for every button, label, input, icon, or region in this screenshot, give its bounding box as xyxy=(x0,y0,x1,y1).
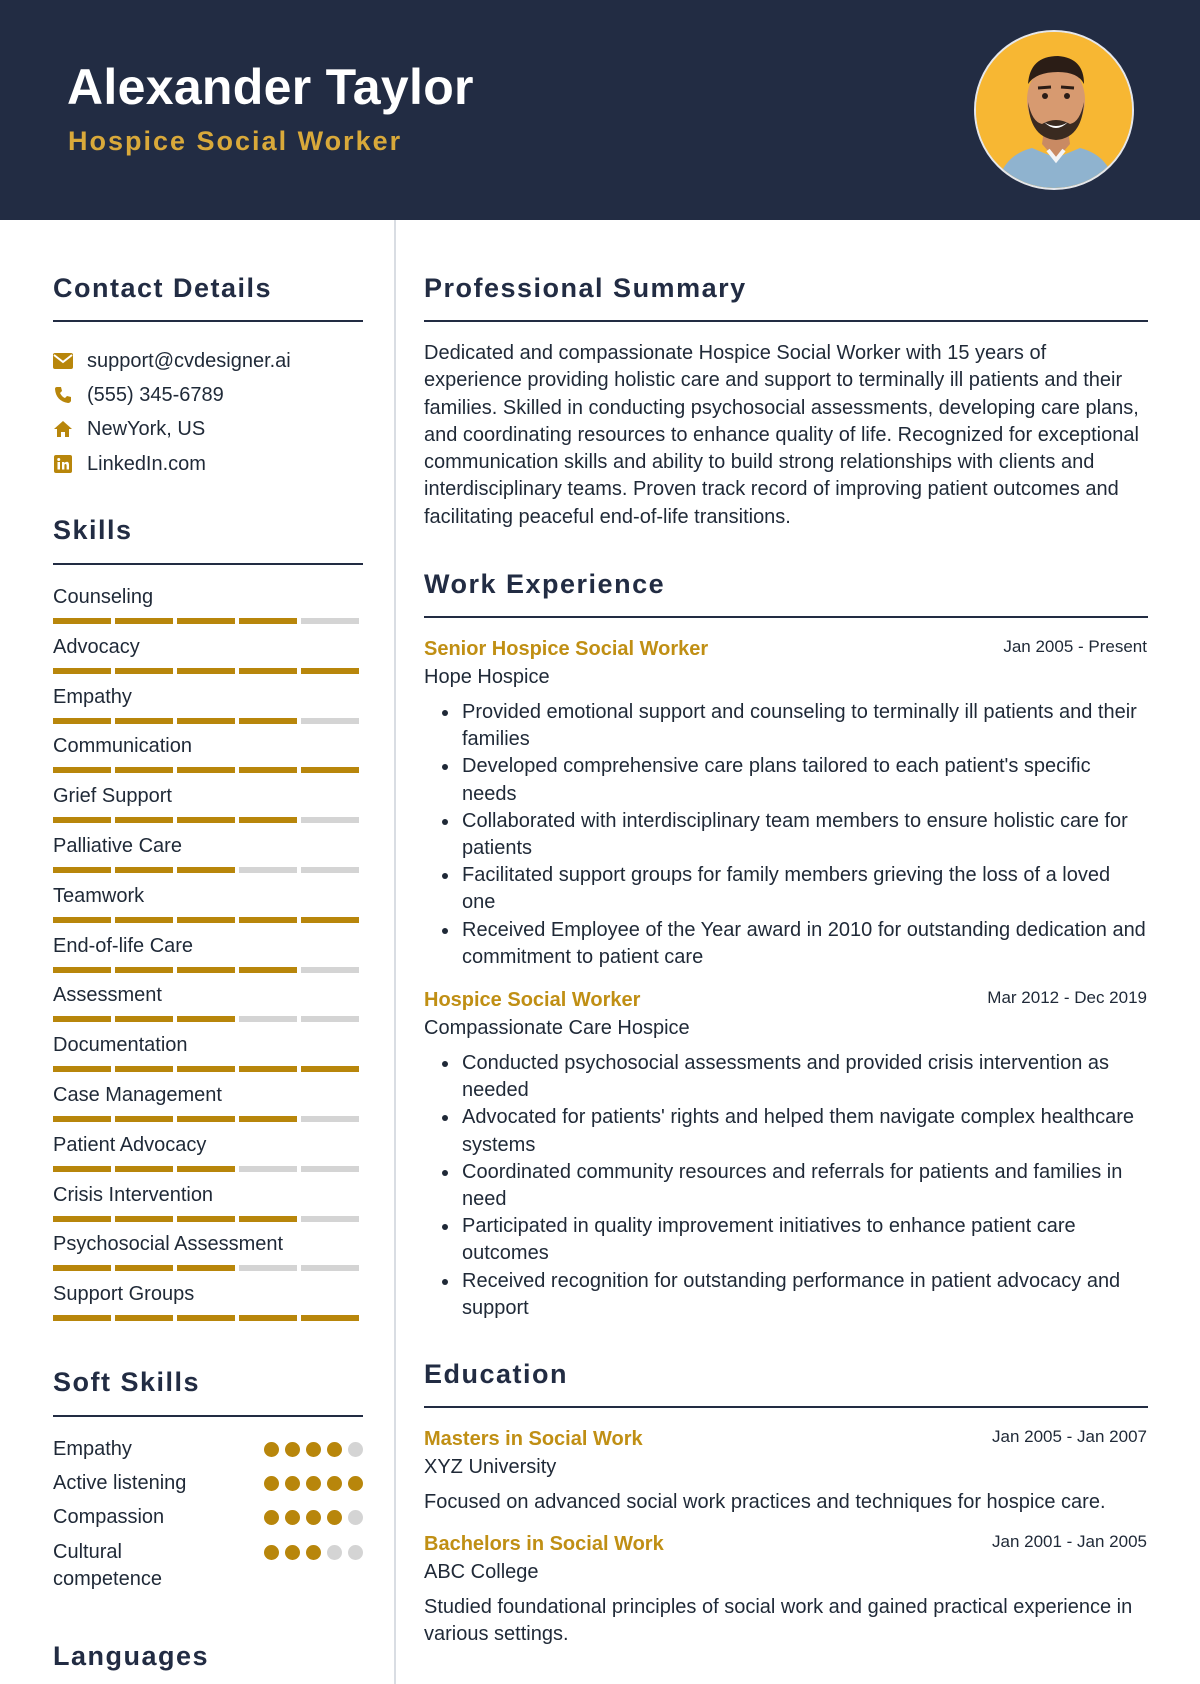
experience-section-title: Work Experience xyxy=(424,569,666,599)
skill-level-bar xyxy=(53,867,363,873)
soft-skill-item xyxy=(53,1539,363,1593)
soft-skill-item xyxy=(53,1504,363,1531)
education-1-dates: Jan 2005 - Jan 2007 xyxy=(991,1427,1147,1446)
skill-level-segment xyxy=(177,1315,235,1321)
skill-level-segment xyxy=(53,718,111,724)
skill-level-segment xyxy=(115,1066,173,1072)
skill-item xyxy=(53,933,363,973)
skill-level-segment xyxy=(301,1315,359,1321)
skill-level-segment xyxy=(239,1216,297,1222)
list-item: Developed comprehensive care plans tailored to each patient's specific needs xyxy=(442,753,1148,807)
contact-section-title: Contact Details xyxy=(53,273,273,303)
list-item: Advocated for patients' rights and helped them navigate complex healthcare systems xyxy=(442,1104,1148,1158)
education-section-title: Education xyxy=(424,1359,569,1389)
skill-level-segment xyxy=(53,618,111,624)
skill-level-bar xyxy=(53,767,363,773)
rating-dot xyxy=(348,1442,363,1457)
skill-level-segment xyxy=(239,767,297,773)
skill-level-segment xyxy=(177,618,235,624)
skill-level-segment xyxy=(301,718,359,724)
skill-label: Grief Support xyxy=(53,785,172,808)
skill-level-segment xyxy=(53,967,111,973)
skill-item xyxy=(53,1032,363,1072)
job-1-bullets xyxy=(442,699,1148,971)
skill-level-bar xyxy=(53,1216,363,1222)
skill-level-segment xyxy=(177,767,235,773)
skill-item xyxy=(53,982,363,1022)
skill-label: Teamwork xyxy=(53,884,145,907)
soft-skill-label: Empathy xyxy=(53,1438,132,1460)
contact-email[interactable] xyxy=(53,348,291,374)
contact-phone-text: (555) 345-6789 xyxy=(87,383,224,406)
skill-level-segment xyxy=(53,1116,111,1122)
skill-level-segment xyxy=(239,1166,297,1172)
summary-section-title: Professional Summary xyxy=(424,273,747,303)
rating-dot xyxy=(264,1510,279,1525)
skill-label: Patient Advocacy xyxy=(53,1133,207,1156)
education-2-school: ABC College xyxy=(424,1561,539,1583)
skill-level-segment xyxy=(301,1216,359,1222)
skill-level-segment xyxy=(301,1116,359,1122)
skill-level-segment xyxy=(177,1016,235,1022)
skill-level-segment xyxy=(115,1315,173,1321)
summary-section-rule xyxy=(424,320,1148,322)
skill-item xyxy=(53,1132,363,1172)
rating-dot xyxy=(348,1545,363,1560)
linkedin-icon xyxy=(53,454,73,474)
list-item: Collaborated with interdisciplinary team members to ensure holistic care for patients xyxy=(442,808,1148,862)
skill-level-segment xyxy=(115,817,173,823)
rating-dot xyxy=(327,1476,342,1491)
job-1-title: Senior Hospice Social Worker xyxy=(424,638,709,660)
skill-level-bar xyxy=(53,967,363,973)
skill-level-segment xyxy=(239,668,297,674)
soft-skill-rating xyxy=(264,1545,363,1593)
rating-dot xyxy=(285,1442,300,1457)
rating-dot xyxy=(327,1442,342,1457)
rating-dot xyxy=(327,1545,342,1560)
phone-icon xyxy=(53,385,73,405)
soft-skill-rating xyxy=(264,1510,363,1531)
candidate-name: Alexander Taylor xyxy=(67,59,474,115)
skill-level-segment xyxy=(115,668,173,674)
soft-skill-label: Compassion xyxy=(53,1506,165,1528)
rating-dot xyxy=(306,1510,321,1525)
skill-label: Empathy xyxy=(53,685,132,708)
skill-level-segment xyxy=(115,718,173,724)
skill-level-segment xyxy=(115,1265,173,1271)
skill-level-segment xyxy=(301,817,359,823)
skill-level-segment xyxy=(177,867,235,873)
skill-level-segment xyxy=(115,767,173,773)
soft-skills-section-rule xyxy=(53,1415,363,1417)
skill-level-bar xyxy=(53,668,363,674)
skill-level-segment xyxy=(301,767,359,773)
contact-linkedin[interactable] xyxy=(53,451,206,477)
person-photo-icon xyxy=(976,32,1134,190)
column-divider xyxy=(394,220,396,1684)
soft-skill-item xyxy=(53,1470,363,1497)
skill-label: Advocacy xyxy=(53,635,140,658)
skill-level-segment xyxy=(177,1265,235,1271)
skill-level-segment xyxy=(53,817,111,823)
skill-level-segment xyxy=(53,1166,111,1172)
contact-linkedin-text: LinkedIn.com xyxy=(87,452,206,475)
skill-level-segment xyxy=(301,668,359,674)
education-1-school: XYZ University xyxy=(424,1456,557,1478)
skill-level-segment xyxy=(115,917,173,923)
skill-label: End-of-life Care xyxy=(53,934,194,957)
skill-level-bar xyxy=(53,917,363,923)
rating-dot xyxy=(264,1545,279,1560)
skill-label: Psychosocial Assessment xyxy=(53,1233,284,1256)
skill-level-segment xyxy=(239,1066,297,1072)
skill-level-segment xyxy=(53,767,111,773)
skill-item xyxy=(53,1082,363,1122)
skill-level-segment xyxy=(53,668,111,674)
skill-level-segment xyxy=(115,1166,173,1172)
email-icon xyxy=(53,351,73,371)
education-2-degree: Bachelors in Social Work xyxy=(424,1533,664,1555)
skill-level-segment xyxy=(301,618,359,624)
skill-level-segment xyxy=(177,817,235,823)
skill-level-segment xyxy=(177,1216,235,1222)
avatar xyxy=(974,30,1134,190)
soft-skill-rating xyxy=(264,1476,363,1497)
skill-level-segment xyxy=(115,1116,173,1122)
skill-level-segment xyxy=(177,1166,235,1172)
skill-item xyxy=(53,883,363,923)
skill-level-bar xyxy=(53,817,363,823)
job-1-employer: Hope Hospice xyxy=(424,666,550,688)
skill-label: Case Management xyxy=(53,1084,222,1106)
skill-level-segment xyxy=(115,967,173,973)
skill-level-segment xyxy=(239,718,297,724)
skill-label: Assessment xyxy=(53,984,162,1007)
contact-section-rule xyxy=(53,320,363,322)
skill-label: Counseling xyxy=(53,586,154,608)
job-2-bullets xyxy=(442,1050,1148,1322)
contact-phone[interactable] xyxy=(53,382,224,408)
education-section-rule xyxy=(424,1406,1148,1408)
skill-level-segment xyxy=(301,917,359,923)
skill-item xyxy=(53,1231,363,1271)
contact-email-text: support@cvdesigner.ai xyxy=(87,349,291,372)
list-item: Participated in quality improvement initiatives to enhance patient care outcomes xyxy=(442,1213,1148,1267)
skill-level-segment xyxy=(53,1016,111,1022)
job-2-employer: Compassionate Care Hospice xyxy=(424,1017,690,1039)
skill-level-segment xyxy=(53,867,111,873)
skills-section-rule xyxy=(53,563,363,565)
job-2-title: Hospice Social Worker xyxy=(424,989,641,1011)
skill-level-segment xyxy=(53,1265,111,1271)
skill-item xyxy=(53,1281,363,1321)
skill-level-segment xyxy=(177,1116,235,1122)
candidate-title: Hospice Social Worker xyxy=(68,126,403,156)
rating-dot xyxy=(306,1442,321,1457)
experience-section-rule xyxy=(424,616,1148,618)
skill-level-segment xyxy=(177,718,235,724)
skill-level-bar xyxy=(53,618,363,624)
job-2-dates: Mar 2012 - Dec 2019 xyxy=(987,988,1147,1007)
skill-label: Documentation xyxy=(53,1034,188,1057)
skill-level-segment xyxy=(239,1315,297,1321)
education-2-description: Studied foundational principles of social work and gained practical experience in various settings. xyxy=(424,1596,1133,1646)
education-1-description: Focused on advanced social work practices and techniques for hospice care. xyxy=(424,1491,1106,1513)
rating-dot xyxy=(285,1545,300,1560)
skill-level-segment xyxy=(177,967,235,973)
skill-level-segment xyxy=(115,618,173,624)
skill-level-segment xyxy=(239,1265,297,1271)
languages-section-title: Languages xyxy=(53,1641,210,1671)
resume-header xyxy=(0,0,1200,220)
rating-dot xyxy=(264,1442,279,1457)
skills-section-title: Skills xyxy=(53,515,133,545)
skill-level-segment xyxy=(177,1066,235,1072)
skill-level-segment xyxy=(239,917,297,923)
skill-level-segment xyxy=(53,917,111,923)
skill-item xyxy=(53,634,363,674)
list-item: Received recognition for outstanding performance in patient advocacy and support xyxy=(442,1268,1148,1322)
skill-level-segment xyxy=(301,1166,359,1172)
skill-label: Palliative Care xyxy=(53,835,182,857)
skill-level-segment xyxy=(177,917,235,923)
skill-level-segment xyxy=(301,867,359,873)
skill-level-segment xyxy=(177,668,235,674)
soft-skill-label: Cultural competence xyxy=(53,1541,162,1590)
skill-level-segment xyxy=(53,1216,111,1222)
rating-dot xyxy=(306,1476,321,1491)
list-item: Facilitated support groups for family members grieving the loss of a loved one xyxy=(442,862,1148,916)
list-item: Coordinated community resources and referrals for patients and families in need xyxy=(442,1159,1148,1213)
skill-item xyxy=(53,783,363,823)
rating-dot xyxy=(285,1476,300,1491)
skill-item xyxy=(53,733,363,773)
skill-level-bar xyxy=(53,1016,363,1022)
skill-level-bar xyxy=(53,1066,363,1072)
rating-dot xyxy=(348,1476,363,1491)
job-1-dates: Jan 2005 - Present xyxy=(1003,637,1147,656)
home-icon xyxy=(53,419,73,439)
skill-item xyxy=(53,833,363,873)
education-2-dates: Jan 2001 - Jan 2005 xyxy=(991,1532,1147,1551)
rating-dot xyxy=(264,1476,279,1491)
skill-level-segment xyxy=(239,867,297,873)
soft-skill-rating xyxy=(264,1442,363,1463)
skill-level-bar xyxy=(53,1315,363,1321)
skill-level-segment xyxy=(53,1066,111,1072)
skill-level-bar xyxy=(53,718,363,724)
skill-level-segment xyxy=(239,817,297,823)
list-item: Conducted psychosocial assessments and provided crisis intervention as needed xyxy=(442,1050,1148,1104)
contact-location xyxy=(53,416,205,442)
education-1-degree: Masters in Social Work xyxy=(424,1428,643,1450)
list-item: Received Employee of the Year award in 2010 for outstanding dedication and commitment to patient care xyxy=(442,917,1148,971)
skill-item xyxy=(53,584,363,624)
skill-level-bar xyxy=(53,1166,363,1172)
skill-level-segment xyxy=(115,1016,173,1022)
soft-skill-label: Active listening xyxy=(53,1472,187,1494)
skill-level-segment xyxy=(239,1116,297,1122)
skill-level-segment xyxy=(301,967,359,973)
skill-level-segment xyxy=(301,1265,359,1271)
skill-level-bar xyxy=(53,1265,363,1271)
soft-skill-item xyxy=(53,1436,363,1463)
skill-level-segment xyxy=(115,867,173,873)
skill-level-segment xyxy=(239,1016,297,1022)
skill-label: Crisis Intervention xyxy=(53,1183,214,1206)
skill-item xyxy=(53,684,363,724)
skill-level-segment xyxy=(239,618,297,624)
list-item: Provided emotional support and counseling to terminally ill patients and their families xyxy=(442,699,1148,753)
skill-label: Support Groups xyxy=(53,1283,195,1306)
skill-level-segment xyxy=(53,1315,111,1321)
skill-level-segment xyxy=(301,1016,359,1022)
skill-level-segment xyxy=(301,1066,359,1072)
skill-label: Communication xyxy=(53,735,192,758)
rating-dot xyxy=(285,1510,300,1525)
contact-location-text: NewYork, US xyxy=(87,417,206,440)
skill-level-segment xyxy=(115,1216,173,1222)
soft-skills-section-title: Soft Skills xyxy=(53,1367,201,1397)
rating-dot xyxy=(327,1510,342,1525)
rating-dot xyxy=(348,1510,363,1525)
skill-level-bar xyxy=(53,1116,363,1122)
skill-item xyxy=(53,1182,363,1222)
rating-dot xyxy=(306,1545,321,1560)
summary-text: Dedicated and compassionate Hospice Social Worker with 15 years of experience providing holistic care and support to terminally ill patients and their families. Skilled in conducting psychosocial assessments, developing care plans, and coordinating resources to enhance quality of life. Recognized for exceptional communication skills and ability to build strong relationships with clients and interdisciplinary teams. Proven track record of improving patient outcomes and facilitating peaceful end-of-life transitions. xyxy=(424,342,1139,528)
skill-level-segment xyxy=(239,967,297,973)
